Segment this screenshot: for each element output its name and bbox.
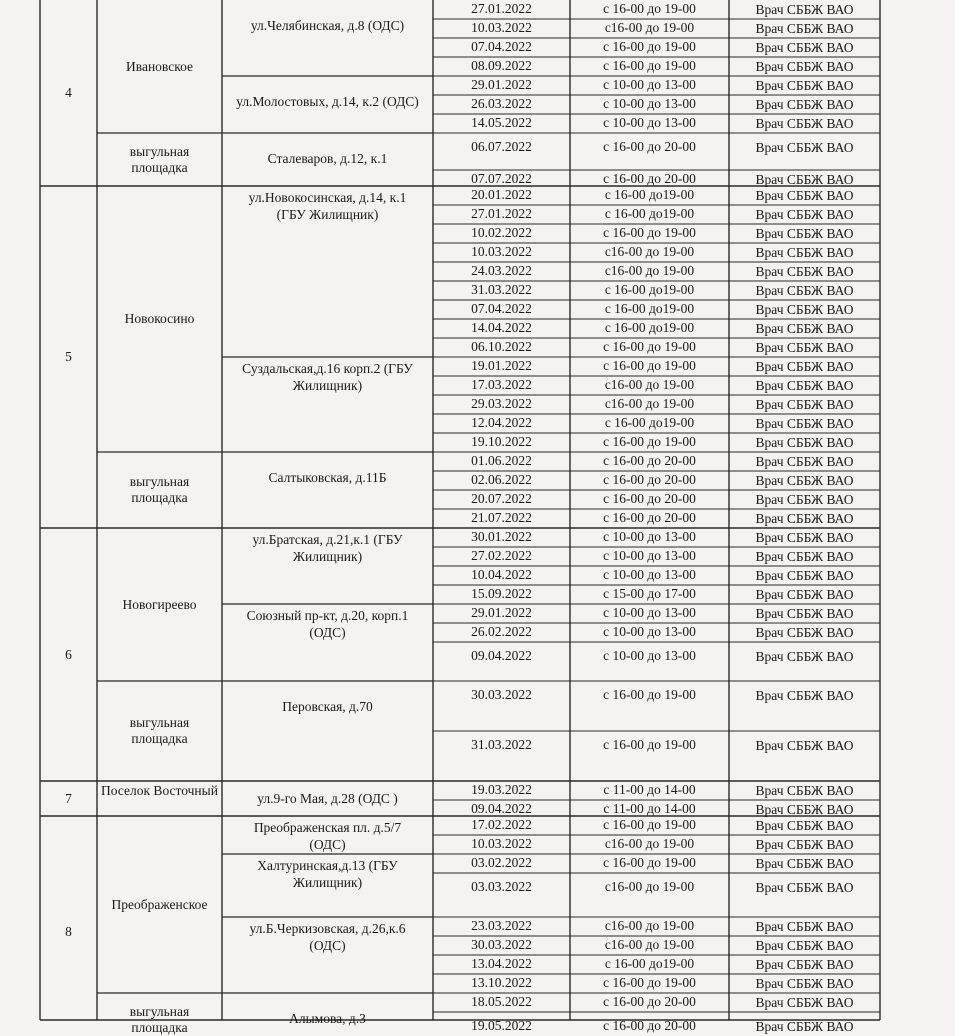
visit-time: с 16-00 до 19-00 — [603, 817, 696, 832]
visit-time: с 10-00 до 13-00 — [603, 96, 696, 111]
visit-time: с 10-00 до 13-00 — [603, 648, 696, 663]
visit-date: 09.04.2022 — [471, 648, 532, 663]
visit-date: 29.01.2022 — [471, 605, 532, 620]
visit-doctor: Врач СББЖ ВАО — [755, 688, 854, 703]
site-address: Жилищник) — [292, 549, 363, 564]
visit-doctor: Врач СББЖ ВАО — [755, 568, 854, 583]
visit-doctor: Врач СББЖ ВАО — [755, 359, 854, 374]
visit-doctor: Врач СББЖ ВАО — [755, 116, 854, 131]
visit-doctor: Врач СББЖ ВАО — [755, 880, 854, 895]
district-name: Преображенское — [111, 896, 208, 912]
visit-doctor: Врач СББЖ ВАО — [755, 264, 854, 279]
visit-doctor: Врач СББЖ ВАО — [755, 511, 854, 526]
group-number: 6 — [65, 646, 72, 662]
visit-date: 08.09.2022 — [471, 58, 532, 73]
visit-doctor: Врач СББЖ ВАО — [755, 283, 854, 298]
visit-time: с 16-00 до 19-00 — [603, 339, 696, 354]
visit-time: с 15-00 до 17-00 — [603, 586, 696, 601]
visit-time: с 10-00 до 13-00 — [603, 567, 696, 582]
visit-time: с 16-00 до 19-00 — [603, 687, 696, 702]
visit-date: 24.03.2022 — [471, 263, 532, 278]
visit-time: с 16-00 до 19-00 — [603, 39, 696, 54]
visit-doctor: Врач СББЖ ВАО — [755, 738, 854, 753]
visit-date: 07.04.2022 — [471, 39, 532, 54]
visit-date: 27.01.2022 — [471, 1, 532, 16]
site-address: Алымова, д.3 — [289, 1011, 366, 1026]
visit-date: 09.04.2022 — [471, 801, 532, 816]
visit-date: 14.05.2022 — [471, 115, 532, 130]
visit-time: с 16-00 до 20-00 — [603, 171, 696, 186]
site-address: ул.9-го Мая, д.28 (ОДС ) — [257, 790, 398, 806]
visit-time: с 10-00 до 13-00 — [603, 77, 696, 92]
visit-date: 17.03.2022 — [471, 377, 532, 392]
visit-date: 03.03.2022 — [471, 879, 532, 894]
visit-doctor: Врач СББЖ ВАО — [755, 837, 854, 852]
site-address: Преображенская пл. д.5/7 — [253, 820, 402, 835]
visit-date: 27.02.2022 — [471, 548, 532, 563]
visit-doctor: Врач СББЖ ВАО — [755, 302, 854, 317]
visit-doctor: Врач СББЖ ВАО — [755, 2, 854, 17]
visit-time: с 16-00 до19-00 — [604, 301, 695, 316]
visit-doctor: Врач СББЖ ВАО — [755, 378, 854, 393]
district-name: Поселок Восточный — [101, 783, 218, 798]
visit-date: 10.03.2022 — [471, 836, 532, 851]
visit-doctor: Врач СББЖ ВАО — [755, 802, 854, 817]
visit-doctor: Врач СББЖ ВАО — [755, 40, 854, 55]
site-type: выгульная площадка — [129, 143, 190, 175]
site-address: (ОДС) — [309, 938, 346, 953]
district-name: Новокосино — [124, 311, 195, 326]
site-type: выгульная площадка — [129, 474, 190, 505]
visit-time: с 16-00 до19-00 — [604, 187, 695, 202]
visit-date: 19.03.2022 — [471, 782, 532, 797]
visit-date: 02.06.2022 — [471, 472, 532, 487]
visit-date: 12.04.2022 — [471, 415, 532, 430]
visit-doctor: Врач СББЖ ВАО — [755, 995, 854, 1010]
group-number: 5 — [65, 349, 72, 364]
visit-date: 10.03.2022 — [471, 20, 532, 35]
site-address: Союзный пр-кт, д.20, корп.1 — [246, 608, 409, 623]
visit-time: с16-00 до 19-00 — [604, 396, 695, 411]
visit-date: 20.07.2022 — [471, 491, 532, 506]
visit-date: 06.10.2022 — [471, 339, 532, 354]
visit-date: 27.01.2022 — [471, 206, 532, 221]
site-address: Жилищник) — [292, 378, 363, 393]
visit-doctor: Врач СББЖ ВАО — [755, 454, 854, 469]
visit-time: с 10-00 до 13-00 — [603, 605, 696, 620]
visit-time: с 16-00 до 20-00 — [603, 472, 696, 487]
visit-time: с 16-00 до19-00 — [604, 320, 695, 335]
visit-date: 03.02.2022 — [471, 855, 532, 870]
visit-date: 07.07.2022 — [471, 171, 532, 186]
visit-date: 17.02.2022 — [471, 817, 532, 832]
visit-time: с16-00 до 19-00 — [604, 937, 695, 952]
visit-time: с 10-00 до 13-00 — [603, 548, 696, 563]
visit-date: 18.05.2022 — [471, 994, 532, 1009]
visit-time: с 16-00 до 20-00 — [603, 1018, 696, 1033]
visit-date: 26.03.2022 — [471, 96, 532, 111]
visit-doctor: Врач СББЖ ВАО — [755, 1019, 854, 1034]
visit-time: с 16-00 до 19-00 — [603, 225, 696, 240]
site-address: Жилищник) — [292, 875, 363, 890]
visit-date: 23.03.2022 — [471, 918, 532, 933]
group-number: 7 — [65, 790, 72, 806]
visit-doctor: Врач СББЖ ВАО — [755, 957, 854, 972]
site-type: выгульная площадка — [129, 715, 190, 746]
visit-time: с 16-00 до 20-00 — [603, 510, 696, 525]
site-address: ул.Новокосинская, д.14, к.1 — [248, 190, 407, 205]
visit-date: 29.03.2022 — [471, 396, 532, 411]
visit-time: с 16-00 до 19-00 — [603, 855, 696, 870]
visit-date: 13.10.2022 — [471, 975, 532, 990]
visit-date: 07.04.2022 — [471, 301, 532, 316]
site-address: Перовская, д.70 — [282, 699, 373, 714]
visit-date: 15.09.2022 — [471, 586, 532, 601]
visit-doctor: Врач СББЖ ВАО — [755, 226, 854, 241]
visit-doctor: Врач СББЖ ВАО — [755, 625, 854, 640]
site-address: (ГБУ Жилищник) — [276, 207, 379, 222]
visit-date: 29.01.2022 — [471, 77, 532, 92]
visit-time: с 10-00 до 13-00 — [603, 115, 696, 130]
visit-doctor: Врач СББЖ ВАО — [755, 21, 854, 36]
visit-time: с 16-00 до 20-00 — [603, 453, 696, 468]
visit-doctor: Врач СББЖ ВАО — [755, 97, 854, 112]
visit-doctor: Врач СББЖ ВАО — [755, 530, 854, 545]
visit-doctor: Врач СББЖ ВАО — [755, 245, 854, 260]
visit-doctor: Врач СББЖ ВАО — [755, 416, 854, 431]
visit-doctor: Врач СББЖ ВАО — [755, 435, 854, 450]
visit-doctor: Врач СББЖ ВАО — [755, 340, 854, 355]
visit-doctor: Врач СББЖ ВАО — [755, 492, 854, 507]
site-address: Сталеваров, д.12, к.1 — [267, 151, 388, 166]
visit-time: с 16-00 до 19-00 — [603, 434, 696, 449]
visit-date: 10.02.2022 — [471, 225, 532, 240]
visit-date: 19.05.2022 — [471, 1018, 532, 1033]
visit-time: с16-00 до 19-00 — [604, 20, 695, 35]
visit-time: с 11-00 до 14-00 — [603, 782, 696, 797]
visit-date: 30.03.2022 — [471, 687, 532, 702]
visit-doctor: Врач СББЖ ВАО — [755, 783, 854, 798]
visit-time: с 16-00 до19-00 — [604, 415, 695, 430]
visit-date: 14.04.2022 — [471, 320, 532, 335]
visit-doctor: Врач СББЖ ВАО — [755, 606, 854, 621]
visit-time: с 16-00 до 19-00 — [603, 1, 696, 16]
visit-date: 13.04.2022 — [471, 956, 532, 971]
visit-time: с 16-00 до 19-00 — [603, 737, 696, 752]
visit-date: 26.02.2022 — [471, 624, 532, 639]
visit-doctor: Врач СББЖ ВАО — [755, 172, 854, 187]
visit-time: с16-00 до 19-00 — [604, 836, 695, 851]
visit-time: с 16-00 до19-00 — [604, 282, 695, 297]
visit-date: 19.10.2022 — [471, 434, 532, 449]
visit-date: 30.03.2022 — [471, 937, 532, 952]
visit-time: с16-00 до 19-00 — [604, 263, 695, 278]
visit-doctor: Врач СББЖ ВАО — [755, 976, 854, 991]
site-address: Суздальская,д.16 корп.2 (ГБУ — [242, 361, 413, 376]
visit-doctor: Врач СББЖ ВАО — [755, 59, 854, 74]
visit-time: с16-00 до 19-00 — [604, 244, 695, 259]
site-address: ул.Молостовых, д.14, к.2 (ОДС) — [236, 94, 419, 109]
site-address: Салтыковская, д.11Б — [268, 470, 387, 485]
visit-doctor: Врач СББЖ ВАО — [755, 140, 854, 155]
visit-doctor: Врач СББЖ ВАО — [755, 919, 854, 934]
visit-date: 10.04.2022 — [471, 567, 532, 582]
visit-doctor: Врач СББЖ ВАО — [755, 188, 854, 203]
visit-date: 20.01.2022 — [471, 187, 532, 202]
visit-doctor: Врач СББЖ ВАО — [755, 78, 854, 93]
visit-time: с 16-00 до 19-00 — [603, 58, 696, 73]
visit-doctor: Врач СББЖ ВАО — [755, 938, 854, 953]
site-type: выгульная площадка — [129, 1004, 190, 1035]
visit-time: с 10-00 до 13-00 — [603, 624, 696, 639]
visit-doctor: Врач СББЖ ВАО — [755, 649, 854, 664]
visit-time: с 16-00 до19-00 — [604, 956, 695, 971]
visit-time: с 16-00 до 19-00 — [603, 358, 696, 373]
site-address: Халтуринская,д.13 (ГБУ — [257, 858, 398, 873]
site-address: ул.Б.Черкизовская, д.26,к.6 — [249, 921, 406, 936]
visit-time: с 16-00 до 20-00 — [603, 491, 696, 506]
visit-doctor: Врач СББЖ ВАО — [755, 397, 854, 412]
visit-time: с 16-00 до 20-00 — [603, 994, 696, 1009]
site-address: ул.Братская, д.21,к.1 (ГБУ — [252, 532, 403, 547]
district-name: Ивановское — [126, 58, 193, 74]
visit-time: с16-00 до 19-00 — [604, 918, 695, 933]
visit-date: 19.01.2022 — [471, 358, 532, 373]
visit-date: 31.03.2022 — [471, 282, 532, 297]
visit-doctor: Врач СББЖ ВАО — [755, 549, 854, 564]
visit-date: 30.01.2022 — [471, 529, 532, 544]
visit-time: с 10-00 до 13-00 — [603, 529, 696, 544]
visit-doctor: Врач СББЖ ВАО — [755, 321, 854, 336]
visit-date: 10.03.2022 — [471, 244, 532, 259]
visit-date: 21.07.2022 — [471, 510, 532, 525]
visit-time: с 16-00 до 20-00 — [603, 139, 696, 154]
visit-doctor: Врач СББЖ ВАО — [755, 473, 854, 488]
visit-time: с16-00 до 19-00 — [604, 377, 695, 392]
group-number: 8 — [65, 923, 72, 939]
visit-time: с 11-00 до 14-00 — [603, 801, 696, 816]
group-number: 4 — [65, 85, 72, 100]
visit-time: с16-00 до 19-00 — [604, 879, 695, 894]
site-address: ул.Челябинская, д.8 (ОДС) — [250, 18, 405, 33]
district-name: Новогиреево — [122, 596, 197, 612]
visit-date: 06.07.2022 — [471, 139, 532, 154]
visit-date: 31.03.2022 — [471, 737, 532, 752]
site-address: (ОДС) — [309, 837, 346, 852]
visit-time: с 16-00 до 19-00 — [603, 975, 696, 990]
site-address: (ОДС) — [309, 625, 346, 640]
visit-time: с 16-00 до19-00 — [604, 206, 695, 221]
visit-doctor: Врач СББЖ ВАО — [755, 856, 854, 871]
visit-doctor: Врач СББЖ ВАО — [755, 587, 854, 602]
visit-date: 01.06.2022 — [471, 453, 532, 468]
visit-doctor: Врач СББЖ ВАО — [755, 207, 854, 222]
visit-doctor: Врач СББЖ ВАО — [755, 818, 854, 833]
